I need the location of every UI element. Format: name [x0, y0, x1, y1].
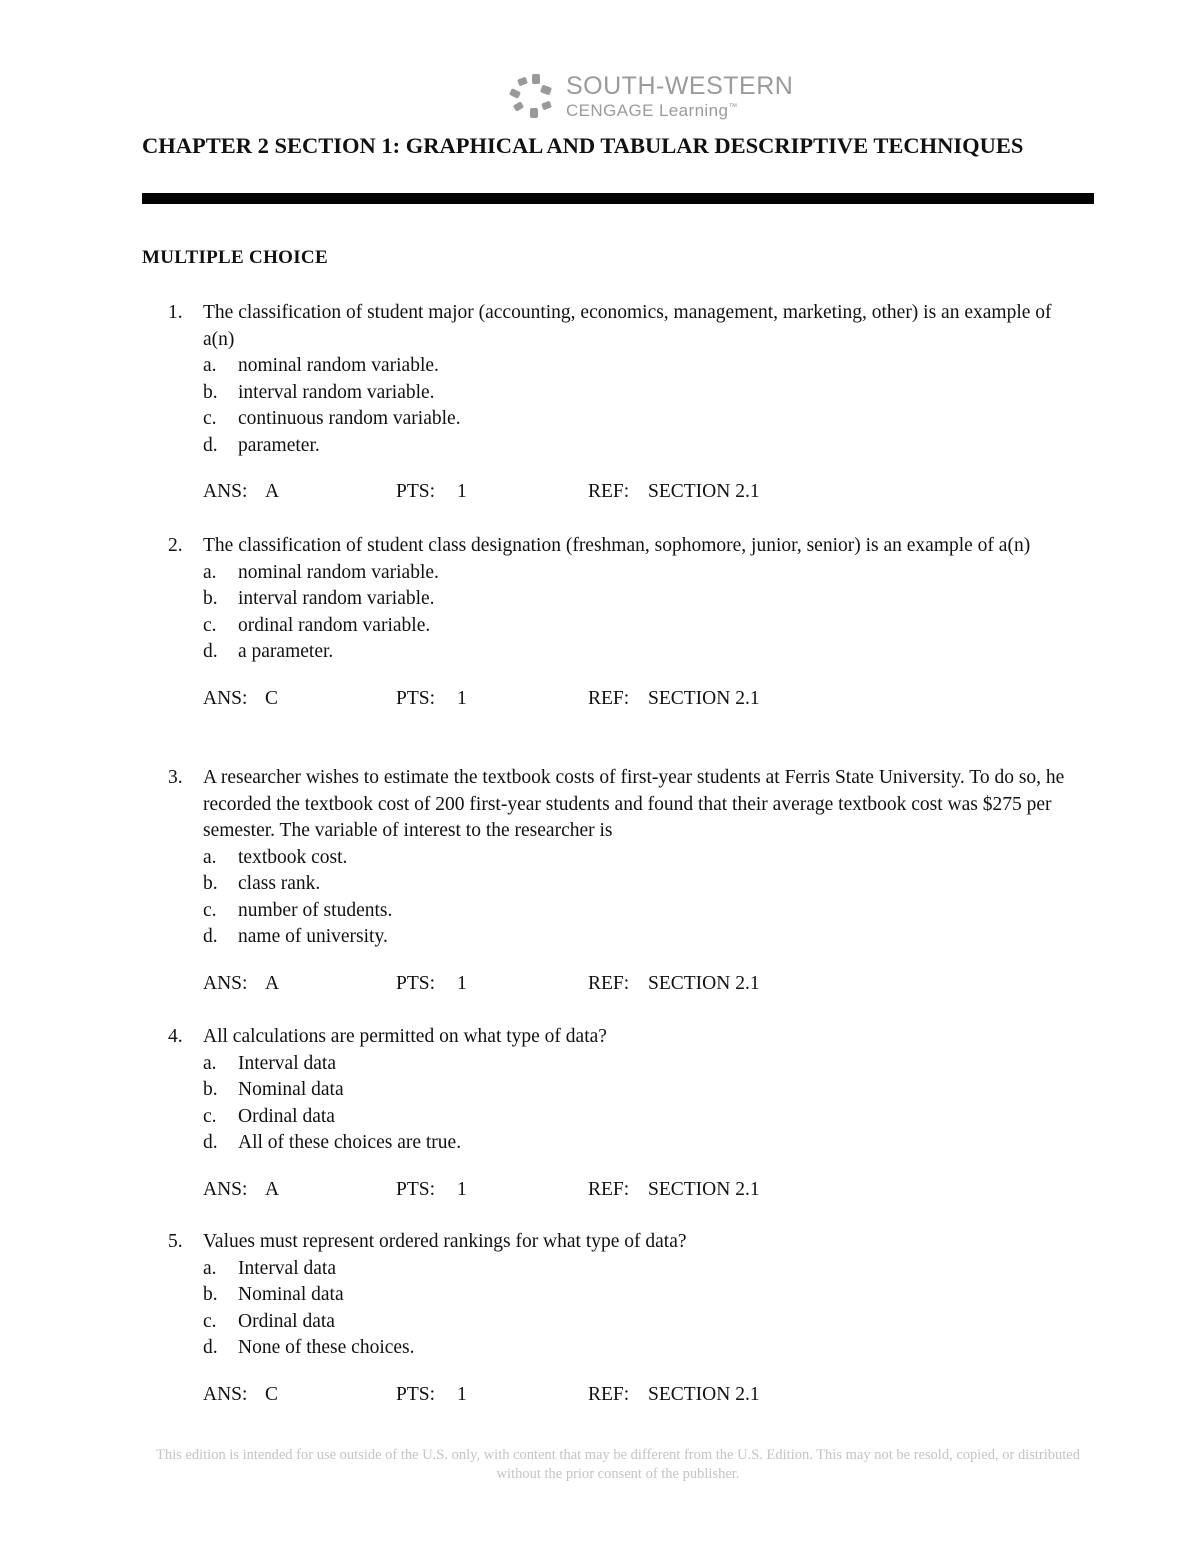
option-text: a parameter. [238, 641, 334, 662]
reference-label: REF: [588, 481, 630, 502]
option-letter: c. [203, 1310, 217, 1332]
option-letter: a. [203, 1052, 217, 1074]
option-text: class rank. [238, 873, 321, 894]
option-letter: d. [203, 434, 218, 456]
answer-value: C [265, 1383, 279, 1405]
answer-label: ANS: [203, 972, 248, 994]
option-text: continuous random variable. [238, 408, 461, 429]
question-number: 1. [168, 302, 183, 323]
question-stem: The classification of student class designation (freshman, sophomore, junior, senior) is an example of a(n) [203, 535, 1031, 556]
answer-option [203, 433, 1092, 460]
points-label: PTS: [396, 1383, 436, 1405]
option-text: None of these choices. [238, 1337, 415, 1358]
answer-key-row [203, 479, 1092, 506]
option-letter: b. [203, 588, 218, 609]
option-text: Interval data [238, 1052, 336, 1074]
points-value: 1 [457, 972, 467, 994]
title-rule [142, 193, 1094, 204]
question-number: 5. [168, 1231, 183, 1252]
question-item [142, 1229, 1092, 1408]
answer-option [203, 1051, 1092, 1078]
question-item [142, 300, 1092, 506]
reference-label: REF: [588, 972, 630, 994]
answer-key-row [203, 686, 1092, 713]
points-value: 1 [457, 687, 467, 709]
answer-option [203, 898, 1092, 925]
reference-label: REF: [588, 687, 630, 709]
answer-option [203, 639, 1092, 666]
answer-option [203, 871, 1092, 898]
question-item [142, 533, 1092, 712]
points-value: 1 [457, 1383, 467, 1405]
option-text: All of these choices are true. [238, 1132, 462, 1153]
option-letter: a. [203, 846, 217, 868]
answer-key-row [203, 971, 1092, 998]
footer-disclaimer: This edition is intended for use outside of the U.S. only, with content that may be different from the U.S. Edition. This may not be resold, copied, or distributed without the prior consent of the publisher. [156, 1447, 1080, 1482]
answer-option [203, 1309, 1092, 1336]
question-stem: A researcher wishes to estimate the textbook costs of first-year students at Ferris State University. To do so, he recorded the textbook cost of 200 first-year students and found that their average textbook cost was $275 per semester. The variable of interest to the researcher is [203, 767, 1065, 841]
question-stem: Values must represent ordered rankings for what type of data? [203, 1231, 687, 1252]
points-value: 1 [457, 481, 467, 502]
option-text: Nominal data [238, 1079, 344, 1100]
answer-option [203, 586, 1092, 613]
option-text: nominal random variable. [238, 355, 439, 376]
option-letter: a. [203, 1257, 217, 1279]
question-number: 2. [168, 535, 183, 556]
answer-option [203, 1104, 1092, 1131]
option-text: parameter. [238, 434, 320, 456]
answer-option [203, 560, 1092, 587]
answer-value: C [265, 687, 279, 709]
reference-value: SECTION 2.1 [648, 1178, 760, 1200]
answer-option [203, 1335, 1092, 1362]
option-text: ordinal random variable. [238, 614, 431, 636]
chapter-title: CHAPTER 2 SECTION 1: GRAPHICAL AND TABULAR DESCRIPTIVE TECHNIQUES [142, 133, 1024, 158]
option-letter: d. [203, 1132, 218, 1153]
option-letter: b. [203, 873, 218, 894]
question-item [142, 1024, 1092, 1203]
answer-option [203, 924, 1092, 951]
answer-label: ANS: [203, 481, 248, 502]
question-item [142, 765, 1092, 997]
answer-label: ANS: [203, 1178, 248, 1200]
option-letter: b. [203, 381, 218, 403]
section-heading: MULTIPLE CHOICE [142, 247, 328, 268]
answer-value: A [265, 481, 280, 502]
option-text: interval random variable. [238, 381, 435, 403]
option-letter: c. [203, 899, 217, 921]
points-label: PTS: [396, 687, 436, 709]
question-number: 4. [168, 1026, 183, 1047]
answer-option [203, 1282, 1092, 1309]
option-letter: b. [203, 1284, 218, 1305]
question-stem: The classification of student major (accounting, economics, management, marketing, other) is an example of a(n) [203, 302, 1052, 350]
option-text: Ordinal data [238, 1310, 335, 1332]
points-label: PTS: [396, 481, 436, 502]
answer-option [203, 406, 1092, 433]
answer-option [203, 353, 1092, 380]
logo-line-2 [566, 101, 738, 121]
logo-trademark: ™ [728, 101, 738, 112]
answer-value: A [265, 972, 280, 994]
option-text: name of university. [238, 926, 388, 947]
answer-value: A [265, 1178, 280, 1200]
answer-option [203, 613, 1092, 640]
points-label: PTS: [396, 1178, 436, 1200]
option-letter: d. [203, 641, 218, 662]
option-text: nominal random variable. [238, 561, 439, 583]
reference-value: SECTION 2.1 [648, 481, 760, 502]
option-letter: d. [203, 926, 218, 947]
logo-line-2-text: CENGAGE Learning [566, 101, 729, 120]
answer-key-row [203, 1177, 1092, 1204]
publisher-logo [508, 72, 798, 124]
points-value: 1 [457, 1178, 467, 1200]
option-text: interval random variable. [238, 588, 435, 609]
reference-value: SECTION 2.1 [648, 972, 760, 994]
points-label: PTS: [396, 972, 436, 994]
option-letter: b. [203, 1079, 218, 1100]
option-text: number of students. [238, 899, 393, 921]
reference-value: SECTION 2.1 [648, 1383, 760, 1405]
reference-label: REF: [588, 1178, 630, 1200]
option-text: Ordinal data [238, 1105, 335, 1127]
logo-line-1: SOUTH-WESTERN [566, 72, 794, 100]
option-text: Interval data [238, 1257, 336, 1279]
answer-option [203, 1130, 1092, 1157]
answer-option [203, 1077, 1092, 1104]
reference-value: SECTION 2.1 [648, 687, 760, 709]
answer-key-row [203, 1382, 1092, 1409]
option-letter: c. [203, 1105, 217, 1127]
option-letter: d. [203, 1337, 218, 1358]
option-letter: c. [203, 408, 217, 429]
answer-option [203, 845, 1092, 872]
option-letter: a. [203, 561, 217, 583]
question-number: 3. [168, 767, 183, 788]
option-text: Nominal data [238, 1284, 344, 1305]
answer-option [203, 380, 1092, 407]
question-stem: All calculations are permitted on what type of data? [203, 1026, 607, 1047]
option-letter: c. [203, 614, 217, 636]
option-text: textbook cost. [238, 846, 348, 868]
answer-label: ANS: [203, 687, 248, 709]
option-letter: a. [203, 355, 217, 376]
answer-label: ANS: [203, 1383, 248, 1405]
answer-option [203, 1256, 1092, 1283]
reference-label: REF: [588, 1383, 630, 1405]
logo-mark-icon [508, 74, 554, 120]
